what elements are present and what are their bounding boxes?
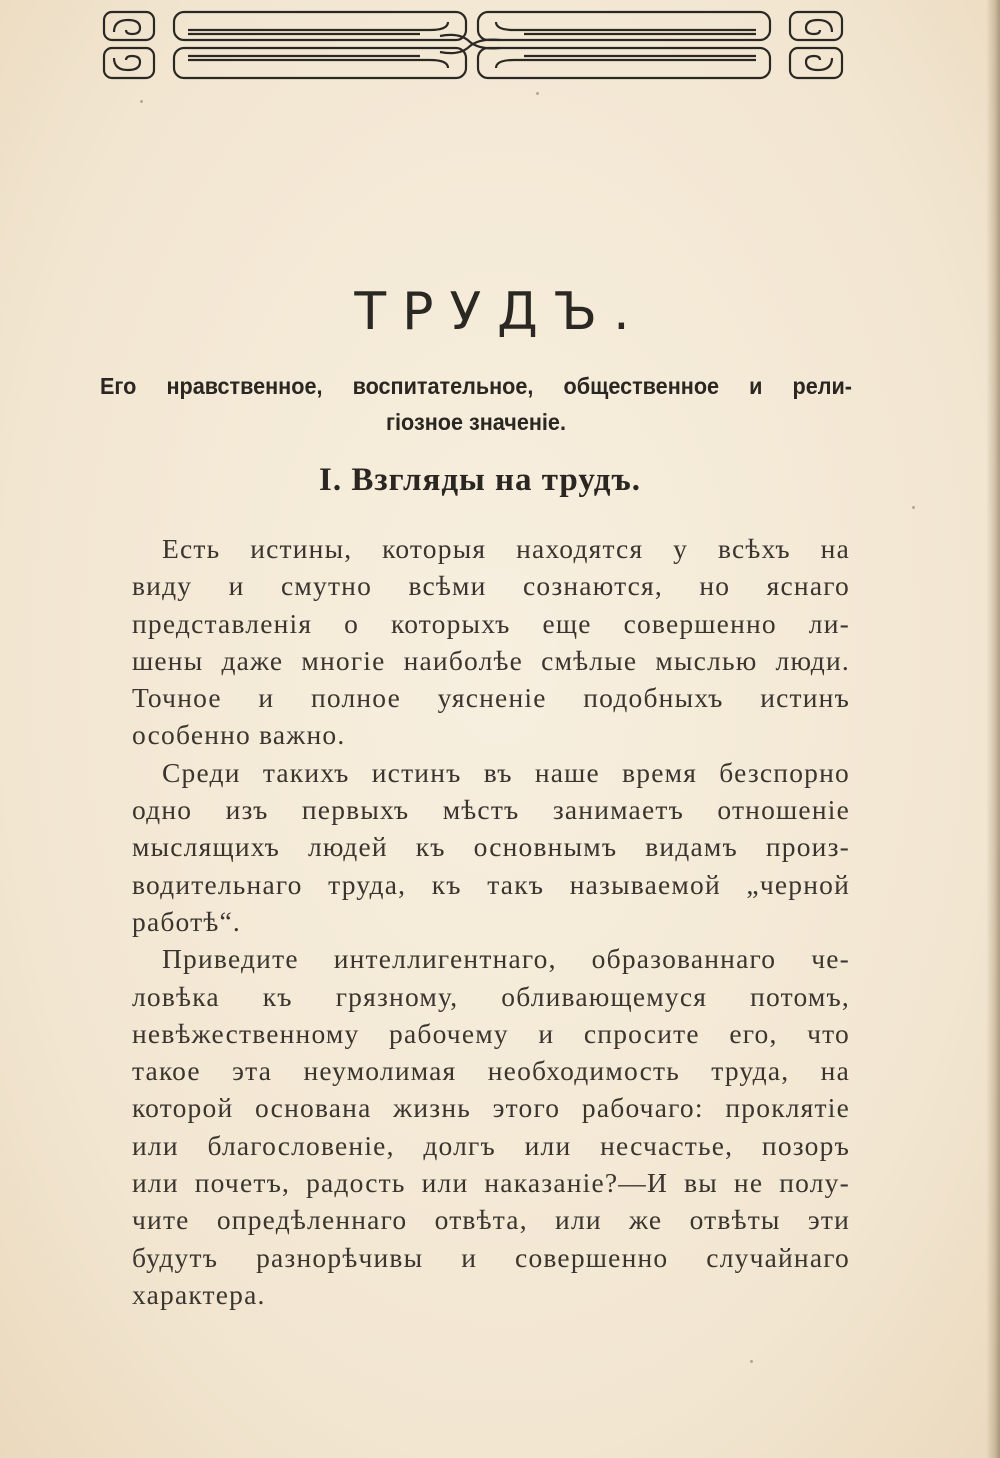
paragraph <box>102 530 850 754</box>
text-line: Среди такихъ истинъ въ наше время безспорно <box>162 756 850 788</box>
chapter-subtitle <box>100 368 852 440</box>
text-line: шены даже многіе наиболѣе смѣлые мыслью люди. <box>132 644 850 676</box>
text-line: Точное и полное уясненіе подобныхъ истинъ <box>132 682 850 714</box>
text-line: представленія о которыхъ еще совершенно ли- <box>132 607 850 639</box>
chapter-title: ТРУДЪ. <box>354 282 646 342</box>
text-line: мыслящихъ людей къ основнымъ видамъ произ- <box>132 831 850 863</box>
text-line: водительнаго труда, къ такъ называемой „черной <box>132 868 850 900</box>
text-line: работѣ“. <box>132 905 241 937</box>
text-line: чите опредѣленнаго отвѣта, или же отвѣты эти <box>132 1204 850 1236</box>
subtitle-line: гіозное значеніе. <box>386 409 566 435</box>
text-line: или почетъ, радость или наказаніе?—И вы не полу- <box>132 1167 850 1199</box>
text-line: особенно важно. <box>132 719 346 751</box>
text-line: такое эта неумолимая необходимость труда, на <box>132 1055 850 1087</box>
page-edge-shadow <box>986 0 1000 1458</box>
body-text <box>102 530 850 1313</box>
text-line: или благословеніе, долгъ или несчастье, позоръ <box>132 1129 850 1161</box>
text-line: будутъ разнорѣчивы и совершенно случайнаго <box>132 1241 850 1273</box>
paragraph <box>102 940 850 1313</box>
section-heading: I. Взгляды на трудъ. <box>319 462 641 498</box>
paper-speck <box>536 92 539 95</box>
text-line: характера. <box>132 1278 266 1310</box>
text-line: Приведите интеллигентнаго, образованнаго че- <box>162 943 850 975</box>
subtitle-line: Его нравственное, воспитательное, общественное и рели- <box>100 373 852 399</box>
paragraph <box>102 754 850 940</box>
text-line: Есть истины, которыя находятся у всѣхъ на <box>162 533 850 564</box>
paper-speck <box>912 506 915 509</box>
text-line: ловѣка къ грязному, обливающемуся потомъ, <box>132 980 850 1012</box>
text-line: невѣжественному рабочему и спросите его, что <box>132 1017 850 1049</box>
paper-speck <box>750 1360 753 1363</box>
text-line: которой основана жизнь этого рабочаго: проклятіе <box>132 1092 850 1124</box>
text-line: виду и смутно всѣми сознаются, но яснаго <box>132 570 850 602</box>
paper-speck <box>140 100 143 103</box>
art-nouveau-header-ornament <box>100 6 850 84</box>
text-line: одно изъ первыхъ мѣстъ занимаетъ отношеніе <box>132 794 850 826</box>
